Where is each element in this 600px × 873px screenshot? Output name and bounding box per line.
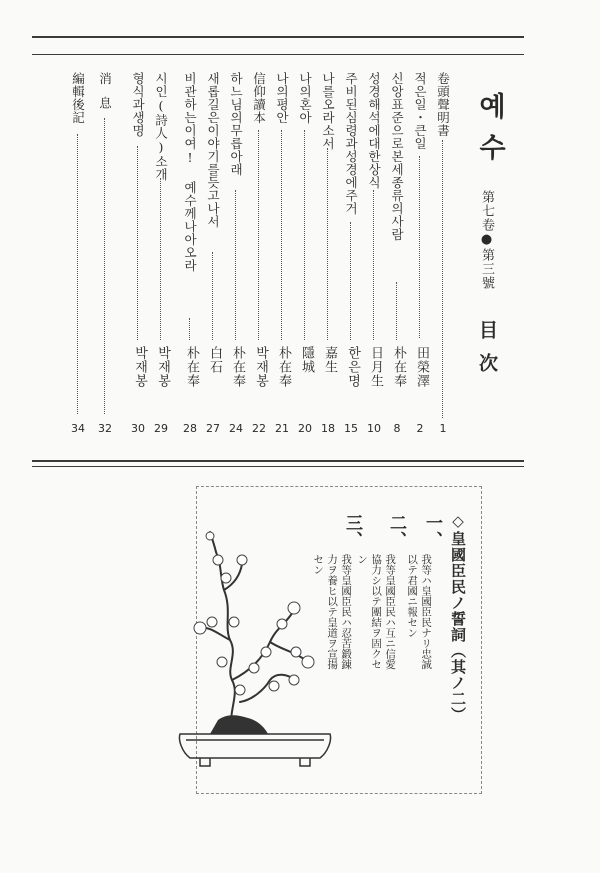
toc-page: 34: [71, 422, 85, 435]
toc-leader: [327, 148, 328, 340]
toc-title: 주비된심령과성경에주거: [343, 72, 359, 215]
toc-author: 田榮澤: [414, 346, 429, 388]
magazine-issue: 第七卷●第三號: [479, 190, 494, 290]
toc-title: 신앙표준으로본세종류의사람: [389, 72, 405, 241]
toc-heading: 目次: [476, 320, 498, 386]
toc-leader: [258, 130, 259, 340]
toc-leader: [304, 130, 305, 340]
toc-title: 信仰讀本: [251, 72, 267, 124]
toc-author: 日月生: [368, 346, 383, 388]
toc-author: 朴在奉: [391, 346, 406, 388]
toc-author: 박재봉: [132, 346, 147, 388]
toc-author: 한은명: [345, 346, 360, 388]
toc-leader: [442, 140, 443, 418]
middle-rule-thin: [32, 466, 524, 467]
toc-title: 나를오라소서: [320, 72, 336, 150]
toc-title: 성경해석에대한상식: [366, 72, 382, 189]
toc-leader: [137, 146, 138, 340]
oath-line: 我等皇國臣民ハ互ニ信愛: [384, 554, 397, 670]
toc-author: 白石: [207, 346, 222, 374]
oath-line: 以テ君國ニ報セン: [406, 554, 419, 638]
toc-author: 朴在奉: [276, 346, 291, 388]
toc-title: 적은일・큰일: [412, 72, 428, 150]
toc-leader: [419, 156, 420, 338]
toc-leader: [350, 222, 351, 340]
toc-author: 嘉生: [322, 346, 337, 374]
oath-line: 力ヲ養ヒ以テ皇道ヲ宣揚: [326, 554, 339, 670]
oath-number: 二、: [386, 514, 406, 548]
toc-title: 형식과생명: [130, 72, 146, 137]
oath-line: 協力シ以テ團結ヲ固クセ: [370, 554, 383, 670]
middle-rule-thick: [32, 460, 524, 462]
toc-title: 나의혼아: [297, 72, 313, 124]
toc-page: 21: [275, 422, 289, 435]
toc-page: 27: [206, 422, 220, 435]
oath-title: ◇皇國臣民ノ誓詞（其ノ二）: [449, 512, 467, 723]
toc-page: 15: [344, 422, 358, 435]
toc-leader: [281, 130, 282, 340]
oath-line: 我等ハ皇國臣民ナリ忠誠: [420, 554, 433, 670]
toc-page: 30: [131, 422, 145, 435]
toc-page: 2: [416, 422, 424, 435]
toc-page: 18: [321, 422, 335, 435]
toc-title: 하느님의무릅아래: [228, 72, 244, 176]
top-rule-thick: [32, 36, 524, 38]
oath-number: 一、: [422, 514, 442, 548]
toc-page: 28: [183, 422, 197, 435]
toc-leader: [77, 134, 78, 414]
toc-title: 卷頭聲明書: [435, 72, 451, 137]
plum-bonsai-illustration: [170, 530, 340, 790]
toc-leader: [212, 252, 213, 340]
toc-title: 시인(詩人)소개: [153, 72, 169, 181]
toc-author: 朴在奉: [184, 346, 199, 388]
toc-page: 1: [439, 422, 447, 435]
magazine-title: 예수: [474, 92, 505, 174]
oath-line: 我等皇國臣民ハ忍苦鍛錬: [340, 554, 353, 670]
toc-page: 24: [229, 422, 243, 435]
toc-page: 10: [367, 422, 381, 435]
toc-author: 朴在奉: [230, 346, 245, 388]
top-rule-thin: [32, 54, 524, 55]
toc-page: 32: [98, 422, 112, 435]
toc-page: 29: [154, 422, 168, 435]
oath-number: 三、: [342, 514, 362, 548]
toc-leader: [235, 190, 236, 340]
oath-line: ン: [356, 554, 369, 565]
toc-page: 8: [393, 422, 401, 435]
oath-line: セン: [312, 554, 325, 575]
toc-title: 나의평안: [274, 72, 290, 124]
toc-leader: [189, 318, 190, 340]
toc-title: 비관하는이여! 예수께나아오라: [182, 72, 198, 272]
toc-leader: [160, 178, 161, 340]
toc-page: 20: [298, 422, 312, 435]
toc-author: 박재봉: [155, 346, 170, 388]
toc-leader: [373, 190, 374, 340]
toc-author: 隱城: [299, 346, 314, 374]
toc-title: 編輯後記: [70, 72, 86, 124]
toc-title: 消息: [97, 72, 113, 121]
toc-author: 박재봉: [253, 346, 268, 388]
toc-leader: [104, 118, 105, 414]
toc-title: 새롭길은이야기를듯고나서: [205, 72, 221, 228]
toc-leader: [396, 282, 397, 340]
toc-page: 22: [252, 422, 266, 435]
